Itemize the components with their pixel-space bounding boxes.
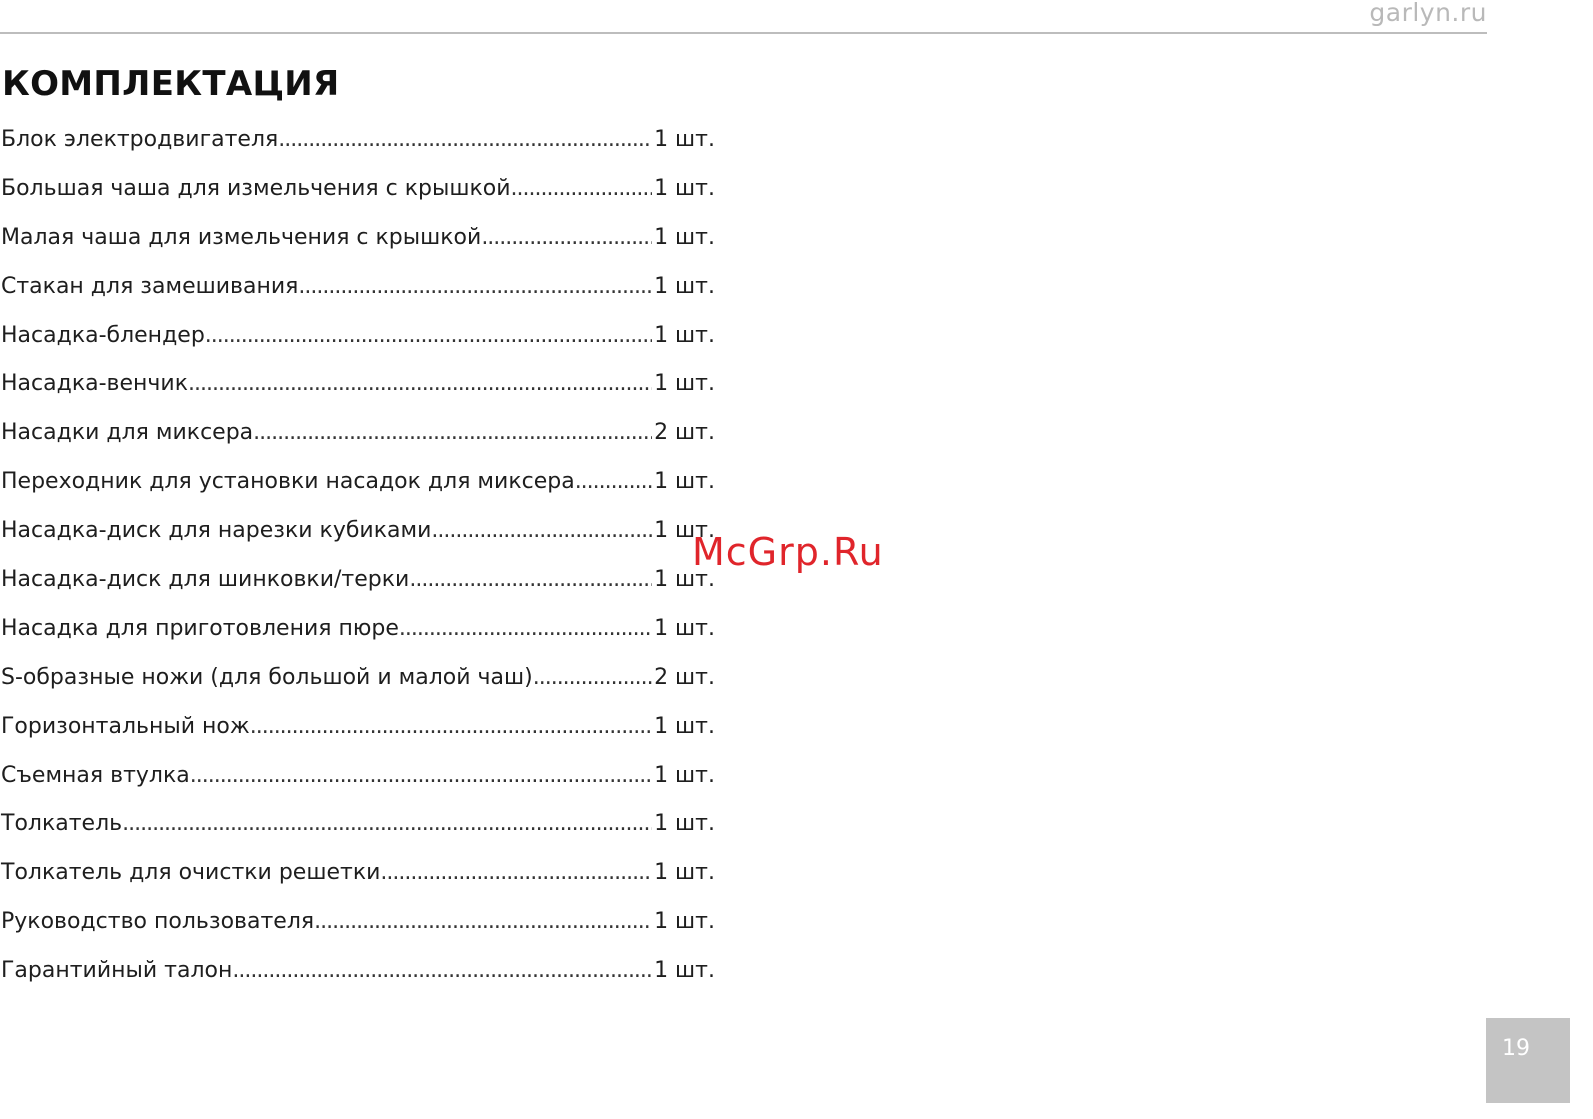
- item-quantity: 1 шт.: [654, 762, 715, 788]
- item-name: Горизонтальный нож: [1, 713, 250, 739]
- section-title: КОМПЛЕКТАЦИЯ: [2, 64, 340, 104]
- dot-leader: [205, 324, 652, 348]
- item-quantity: 1 шт.: [654, 860, 715, 886]
- item-name: Съемная втулка: [1, 762, 190, 788]
- item-name: Большая чаша для измельчения с крышкой: [1, 175, 511, 201]
- list-item: [1, 324, 715, 373]
- item-name: Стакан для замешивания: [1, 273, 299, 299]
- list-item: [1, 910, 715, 959]
- dot-leader: [511, 177, 653, 201]
- item-quantity: 1 шт.: [654, 909, 715, 935]
- item-name: Насадки для миксера: [1, 420, 254, 446]
- item-name: S-образные ножи (для большой и малой чаш): [1, 664, 533, 690]
- dot-leader: [314, 910, 652, 934]
- list-item: [1, 715, 715, 764]
- item-quantity: 1 шт.: [654, 224, 715, 250]
- list-item: [1, 617, 715, 666]
- item-quantity: 1 шт.: [654, 615, 715, 641]
- list-item: [1, 764, 715, 813]
- item-name: Насадка для приготовления пюре: [1, 615, 399, 641]
- list-item: [1, 959, 715, 1008]
- item-name: Гарантийный талон: [1, 958, 233, 984]
- list-item: [1, 275, 715, 324]
- dot-leader: [409, 568, 652, 592]
- item-name: Насадка-диск для шинковки/терки: [1, 567, 410, 593]
- list-item: [1, 666, 715, 715]
- item-name: Толкатель: [1, 811, 123, 837]
- dot-leader: [533, 666, 652, 690]
- site-name: garlyn.ru: [1369, 0, 1487, 27]
- dot-leader: [188, 372, 652, 396]
- item-quantity: 1 шт.: [654, 273, 715, 299]
- list-item: [1, 372, 715, 421]
- item-quantity: 1 шт.: [654, 518, 715, 544]
- item-name: Переходник для установки насадок для миксера: [1, 469, 575, 495]
- list-item: [1, 861, 715, 910]
- item-name: Насадка-блендер: [1, 322, 205, 348]
- item-quantity: 1 шт.: [654, 567, 715, 593]
- list-item: [1, 177, 715, 226]
- kit-contents-list: [1, 128, 715, 1008]
- item-quantity: 1 шт.: [654, 371, 715, 397]
- header-divider: [0, 32, 1487, 34]
- item-quantity: 1 шт.: [654, 811, 715, 837]
- dot-leader: [190, 764, 652, 788]
- item-name: Руководство пользователя: [1, 909, 315, 935]
- list-item: [1, 812, 715, 861]
- dot-leader: [253, 421, 652, 445]
- dot-leader: [250, 715, 652, 739]
- item-quantity: 2 шт.: [654, 664, 715, 690]
- list-item: [1, 568, 715, 617]
- dot-leader: [575, 470, 652, 494]
- item-name: Блок электродвигателя: [1, 127, 279, 152]
- dot-leader: [481, 226, 652, 250]
- list-item: [1, 226, 715, 275]
- watermark: McGrp.Ru: [692, 530, 884, 574]
- list-item: [1, 470, 715, 519]
- item-name: Насадка-диск для нарезки кубиками: [1, 518, 432, 544]
- dot-leader: [122, 812, 652, 836]
- dot-leader: [278, 128, 652, 152]
- item-name: Толкатель для очистки решетки: [1, 860, 381, 886]
- page-number: 19: [1502, 1036, 1530, 1061]
- item-name: Насадка-венчик: [1, 371, 188, 397]
- item-quantity: 1 шт.: [654, 127, 715, 152]
- item-quantity: 2 шт.: [654, 420, 715, 446]
- item-quantity: 1 шт.: [654, 713, 715, 739]
- dot-leader: [232, 959, 652, 983]
- list-item: [1, 128, 715, 177]
- list-item: [1, 421, 715, 470]
- dot-leader: [399, 617, 652, 641]
- dot-leader: [380, 861, 652, 885]
- item-quantity: 1 шт.: [654, 175, 715, 201]
- list-item: [1, 519, 715, 568]
- item-quantity: 1 шт.: [654, 322, 715, 348]
- item-quantity: 1 шт.: [654, 958, 715, 984]
- dot-leader: [298, 275, 652, 299]
- item-quantity: 1 шт.: [654, 469, 715, 495]
- dot-leader: [431, 519, 652, 543]
- item-name: Малая чаша для измельчения с крышкой: [1, 224, 482, 250]
